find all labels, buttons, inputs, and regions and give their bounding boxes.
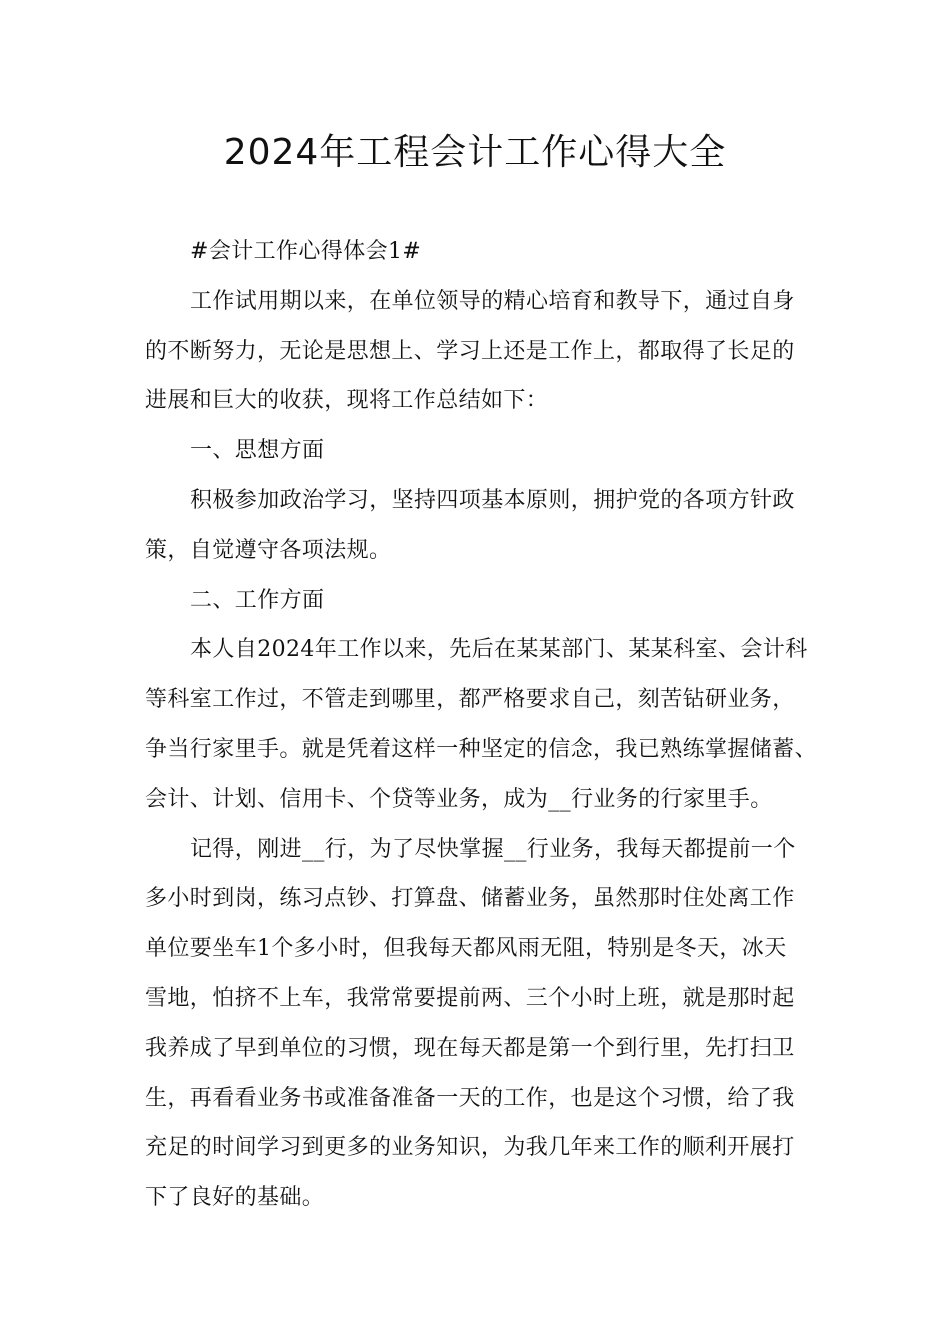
paragraph-line: 等科室工作过，不管走到哪里，都严格要求自己，刻苦钻研业务， [145,687,795,713]
document-body [145,227,818,1223]
paragraph-line: #会计工作心得体会1# [190,239,422,264]
paragraph-line: 进展和巨大的收获，现将工作总结如下： [145,388,549,414]
paragraph-line: 本人自2024年工作以来，先后在某某部门、某某科室、会计科 [190,637,808,663]
paragraph-line: 会计、计划、信用卡、个贷等业务，成为__行业务的行家里手。 [145,786,773,812]
paragraph-line: 工作试用期以来，在单位领导的精心培育和教导下，通过自身 [190,288,795,314]
paragraph-line: 争当行家里手。就是凭着这样一种坚定的信念，我已熟练掌握储蓄、 [145,736,818,762]
paragraph-line: 积极参加政治学习，坚持四项基本原则，拥护党的各项方针政 [190,487,795,513]
paragraph-line: 的不断努力，无论是思想上、学习上还是工作上，都取得了长足的 [145,338,795,364]
paragraph-line: 多小时到岗，练习点钞、打算盘、储蓄业务，虽然那时住处离工作 [145,886,795,912]
paragraph-line: 雪地，怕挤不上车，我常常要提前两、三个小时上班，就是那时起 [145,985,795,1011]
paragraph-line: 生，再看看业务书或准备准备一天的工作，也是这个习惯，给了我 [145,1085,795,1111]
paragraph-line: 单位要坐车1个多小时，但我每天都风雨无阻，特别是冬天，冰天 [145,936,787,962]
section-heading: 二、工作方面 [190,587,325,613]
paragraph-line: 策，自觉遵守各项法规。 [145,537,392,563]
paragraph-line: 充足的时间学习到更多的业务知识，为我几年来工作的顺利开展打 [145,1135,795,1161]
document-title: 2024年工程会计工作心得大全 [223,132,727,173]
paragraph-line: 下了良好的基础。 [145,1185,325,1211]
paragraph-line: 我养成了早到单位的习惯，现在每天都是第一个到行里，先打扫卫 [145,1035,795,1061]
paragraph-line: 记得，刚进__行，为了尽快掌握__行业务，我每天都提前一个 [190,836,796,862]
section-heading: 一、思想方面 [190,438,325,464]
